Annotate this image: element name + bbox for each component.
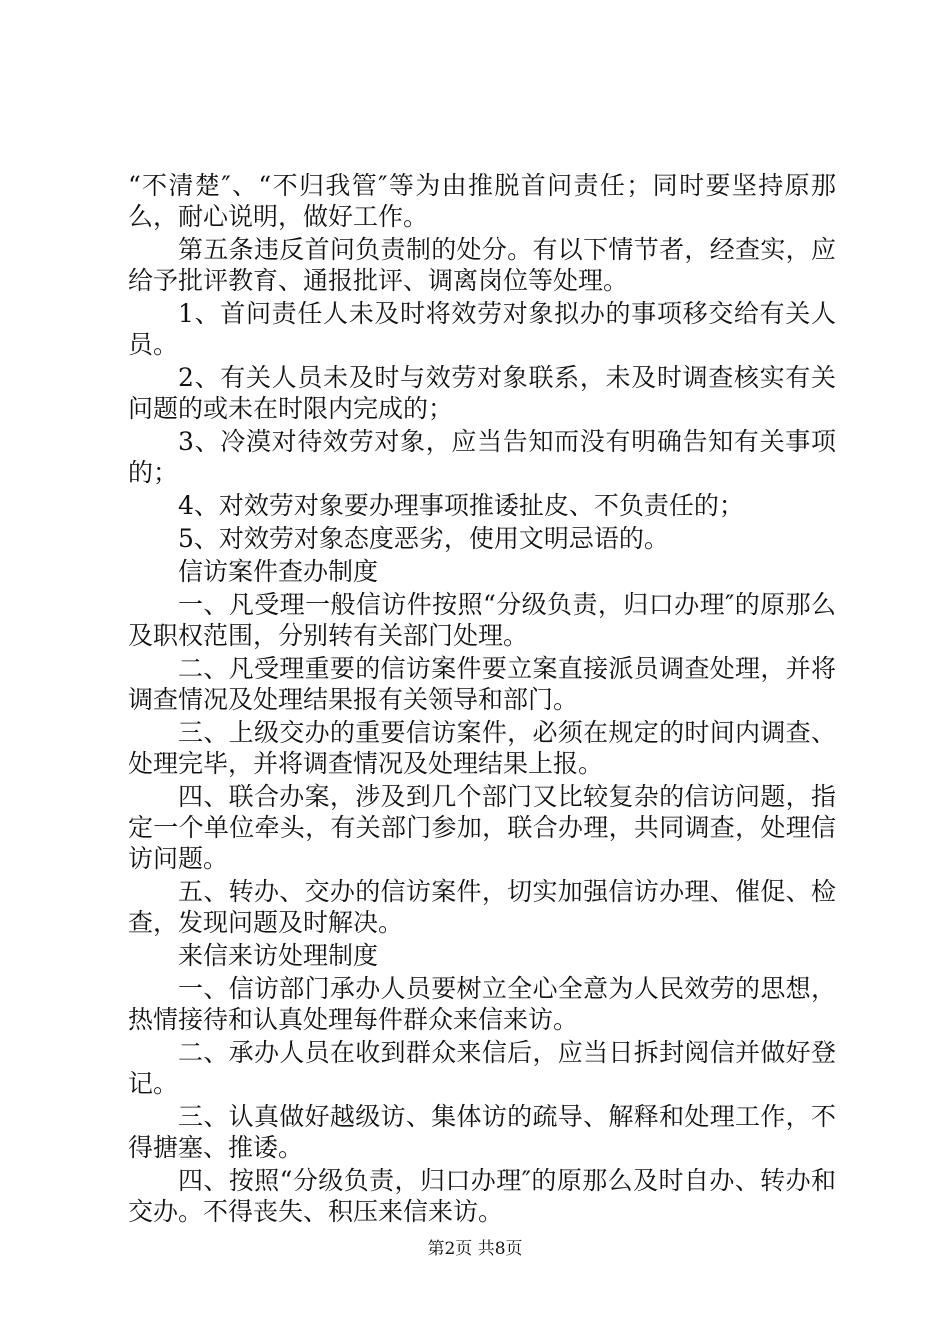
- paragraph-visit-1: 一、信访部门承办人员要树立全心全意为人民效劳的思想，热情接待和认真处理每件群众来信来访。: [128, 974, 836, 1034]
- paragraph-case-4: 四、联合办案，涉及到几个部门又比较复杂的信访问题，指定一个单位牵头，有关部门参加，联合办理，共同调查，处理信访问题。: [128, 782, 836, 873]
- paragraph-article-5: 第五条违反首问负责制的处分。有以下情节者，经查实，应给予批评教育、通报批评、调离岗位等处理。: [128, 235, 836, 295]
- paragraph-case-1: 一、凡受理一般信访件按照“分级负责，归口办理″的原那么及职权范围，分别转有关部门处理。: [128, 590, 836, 650]
- paragraph-item-2: 2、有关人员未及时与效劳对象联系，未及时调查核实有关问题的或未在时限内完成的；: [128, 363, 836, 423]
- paragraph-visit-2: 二、承办人员在收到群众来信后，应当日拆封阅信并做好登记。: [128, 1038, 836, 1098]
- paragraph-item-1: 1、首问责任人未及时将效劳对象拟办的事项移交给有关人员。: [128, 299, 836, 359]
- paragraph-item-3: 3、冷漠对待效劳对象，应当告知而没有明确告知有关事项的；: [128, 427, 836, 487]
- page-number-footer: 第2页 共8页: [427, 1239, 523, 1259]
- paragraph-case-5: 五、转办、交办的信访案件，切实加强信访办理、催促、检查，发现问题及时解决。: [128, 877, 836, 937]
- section-heading-case-handling: 信访案件查办制度: [178, 557, 379, 586]
- paragraph-case-2: 二、凡受理重要的信访案件要立案直接派员调查处理，并将调查情况及处理结果报有关领导和部门。: [128, 654, 836, 714]
- paragraph-item-5: 5、对效劳对象态度恶劣，使用文明忌语的。: [178, 524, 669, 553]
- section-heading-letters-visits: 来信来访处理制度: [178, 941, 379, 970]
- paragraph-item-4: 4、对效劳对象要办理事项推诿扯皮、不负责任的；: [178, 491, 744, 520]
- paragraph-visit-3: 三、认真做好越级访、集体访的疏导、解释和处理工作，不得搪塞、推诿。: [128, 1102, 836, 1162]
- paragraph-case-3: 三、上级交办的重要信访案件，必须在规定的时间内调查、处理完毕，并将调查情况及处理结果上报。: [128, 718, 836, 778]
- document-body: [128, 170, 836, 1229]
- paragraph-continuation: “不清楚″、“不归我管″等为由推脱首问责任；同时要坚持原那么，耐心说明，做好工作。: [128, 171, 836, 231]
- paragraph-visit-4: 四、按照“分级负责，归口办理″的原那么及时自办、转办和交办。不得丧失、积压来信来访。: [128, 1166, 836, 1226]
